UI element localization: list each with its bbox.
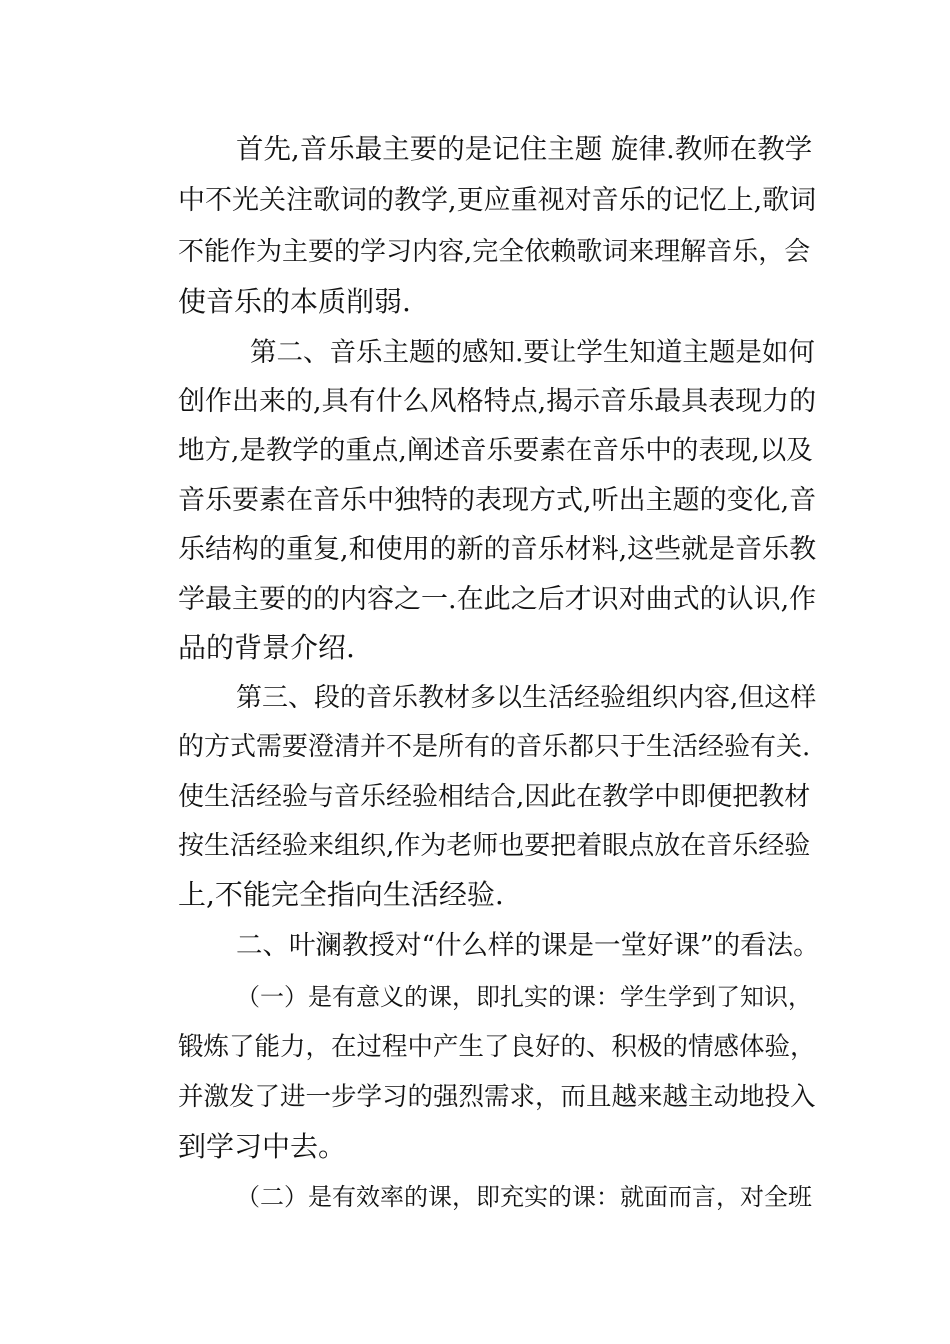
text-line: （一）是有意义的课，即扎实的课：学生学到了知识， (236, 983, 812, 1011)
text-line: 品的背景介绍. (178, 631, 355, 664)
text-line: 上,不能完全指向生活经验. (178, 878, 504, 911)
text-line: 乐结构的重复,和使用的新的音乐材料,这些就是音乐教 (178, 534, 817, 565)
text-line: 按生活经验来组织,作为老师也要把着眼点放在音乐经验 (178, 831, 811, 861)
text-line: 地方,是教学的重点,阐述音乐要素在音乐中的表现,以及 (178, 435, 813, 466)
text-line: 使生活经验与音乐经验相结合,因此在教学中即便把教材 (178, 782, 811, 812)
text-line: （二）是有效率的课，即充实的课：就面而言，对全班 (236, 1183, 812, 1211)
text-line: 第三、段的音乐教材多以生活经验组织内容,但这样 (236, 683, 817, 713)
text-line: 的方式需要澄清并不是所有的音乐都只于生活经验有关. (178, 732, 811, 762)
text-line: 锻炼了能力，在过程中产生了良好的、积极的情感体验， (178, 1032, 816, 1062)
text-line: 学最主要的的内容之一.在此之后才识对曲式的认识,作 (178, 584, 817, 615)
text-line: 中不光关注歌词的教学,更应重视对音乐的记忆上,歌词 (178, 185, 817, 216)
text-line: 第二、音乐主题的感知.要让学生知道主题是如何 (250, 337, 815, 368)
text-line: 到学习中去。 (178, 1130, 347, 1163)
text-line: 音乐要素在音乐中独特的表现方式,听出主题的变化,音 (178, 485, 817, 516)
text-line: 首先,音乐最主要的是记住主题 旋律.教师在教学 (236, 133, 813, 165)
text-line: 创作出来的,具有什么风格特点,揭示音乐最具表现力的 (178, 386, 817, 417)
text-line: 使音乐的本质削弱. (178, 285, 411, 318)
text-line: 并激发了进一步学习的强烈需求，而且越来越主动地投入 (178, 1082, 816, 1112)
text-line: 二、叶澜教授对“什么样的课是一堂好课”的看法。 (236, 930, 820, 961)
text-line: 不能作为主要的学习内容,完全依赖歌词来理解音乐，会 (178, 237, 811, 267)
